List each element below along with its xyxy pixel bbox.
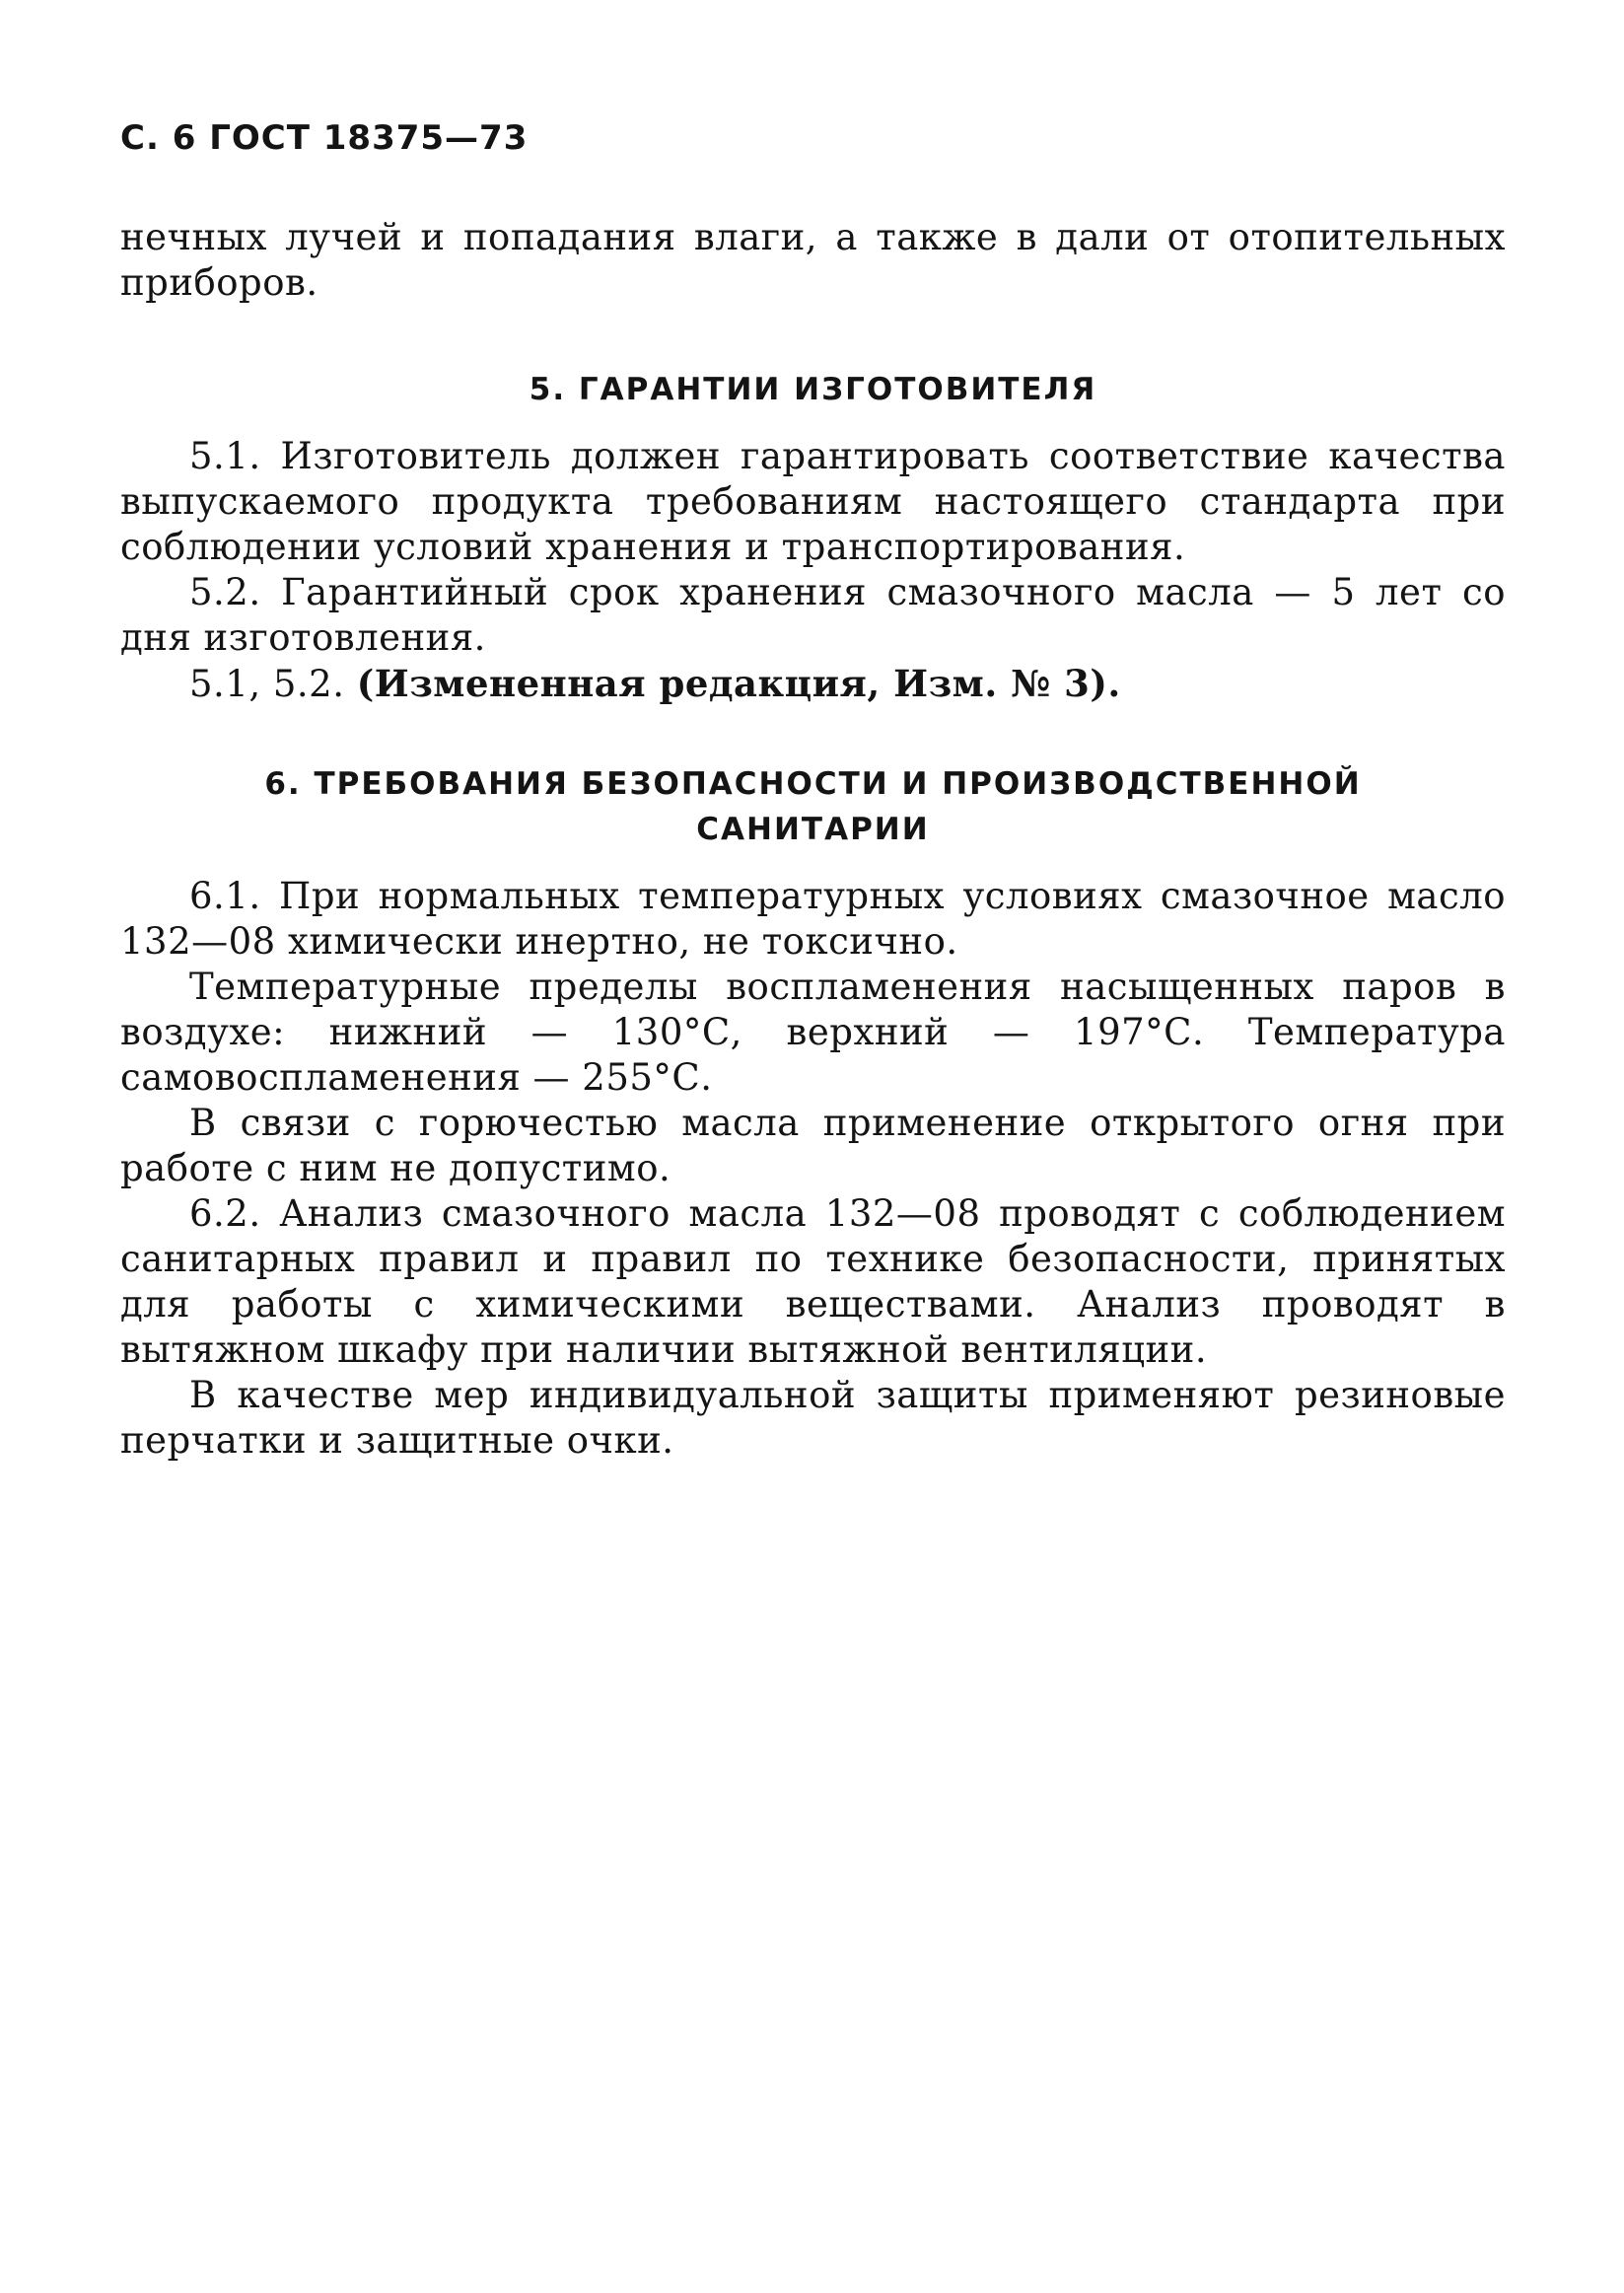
continuation-text: нечных лучей и попадания влаги, а также в дали от отопительных приборов. bbox=[120, 216, 1506, 304]
paragraph-6-1-fire: В связи с горючестью масла применение открытого огня при работе с ним не допустимо. bbox=[120, 1102, 1506, 1189]
section-5-title: 5. ГАРАНТИИ ИЗГОТОВИТЕЛЯ bbox=[529, 372, 1097, 407]
paragraph-5-1: 5.1. Изготовитель должен гарантировать соответствие качества выпускаемого продукта требованиям настоящего стандарта при соблюдении условий хранения и транспортирования. bbox=[120, 435, 1506, 568]
section-5-heading bbox=[120, 367, 1506, 412]
paragraph-6-2: 6.2. Анализ смазочного масла 132—08 проводят с соблюдением санитарных правил и правил по технике безопасности, принятых для работы с химическими веществами. Анализ проводят в вытяжном шкафу при наличии вытяжной вентиляции. bbox=[120, 1192, 1506, 1371]
paragraph-5-2: 5.2. Гарантийный срок хранения смазочного масла — 5 лет со дня изготовления. bbox=[120, 571, 1506, 659]
paragraph-6-1: 6.1. При нормальных температурных условиях смазочное масло 132—08 химически инертно, не токсично. bbox=[120, 875, 1506, 963]
amendment-prefix: 5.1, 5.2. bbox=[189, 663, 345, 705]
section-6-body bbox=[120, 874, 1506, 1464]
section-6-title-line-1: 6. ТРЕБОВАНИЯ БЕЗОПАСНОСТИ И ПРОИЗВОДСТВЕННОЙ bbox=[264, 766, 1362, 802]
section-6-heading bbox=[120, 761, 1506, 852]
paragraph-6-2-protection: В качестве мер индивидуальной защиты применяют резиновые перчатки и защитные очки. bbox=[120, 1374, 1506, 1462]
amendment-note bbox=[120, 661, 1506, 707]
paragraph-6-1-temperatures: Температурные пределы воспламенения насыщенных паров в воздухе: нижний — 130°С, верхний — 197°С. Температура самовоспламенения — 255°С. bbox=[120, 966, 1506, 1099]
amendment-bold: (Измененная редакция, Изм. № 3). bbox=[356, 662, 1121, 705]
section-6-title-line-2: САНИТАРИИ bbox=[696, 812, 930, 847]
running-head: С. 6 ГОСТ 18375—73 bbox=[120, 118, 529, 158]
section-5-body bbox=[120, 434, 1506, 707]
continuation-paragraph bbox=[120, 215, 1506, 306]
